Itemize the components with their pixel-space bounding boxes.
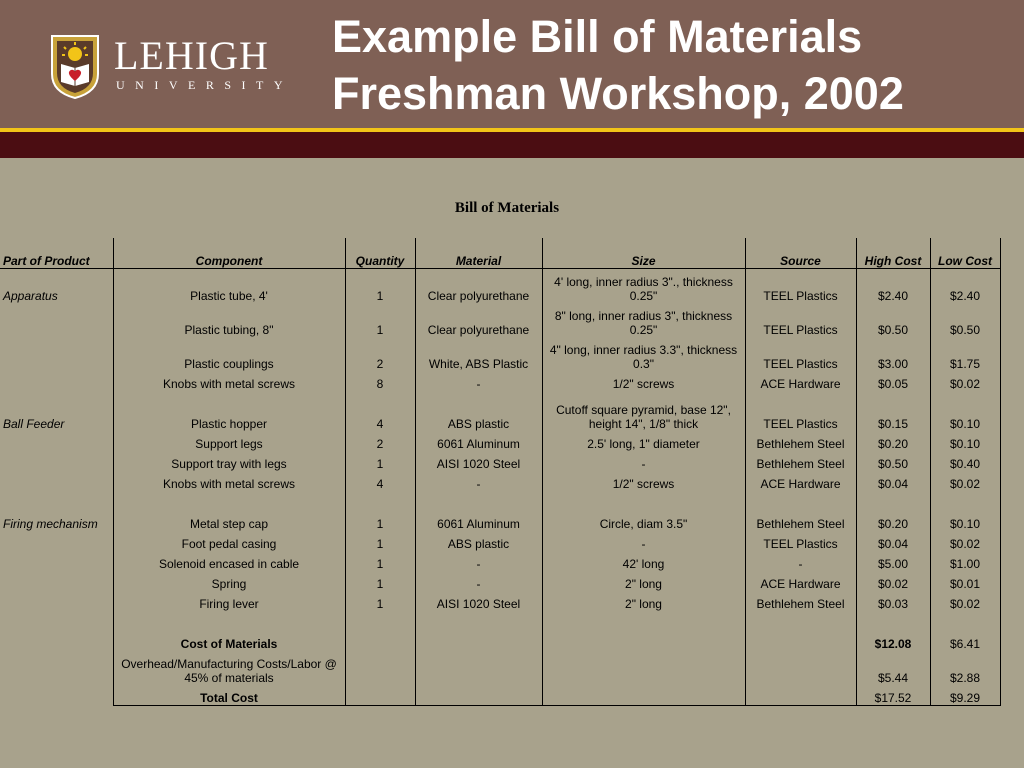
table-cell: ACE Hardware [745,371,856,391]
table-cell: $2.40 [856,269,930,304]
table-row [0,371,1000,391]
table-cell [745,631,856,651]
table-cell: 1 [345,531,415,551]
table-row [0,431,1000,451]
table-cell: 42' long [542,551,745,571]
table-cell: $0.02 [930,471,1000,491]
table-cell: $0.02 [930,591,1000,611]
table-cell [0,651,113,685]
table-cell [0,371,113,391]
table-cell [345,491,415,511]
table-cell: Overhead/Manufacturing Costs/Labor @ 45% of materials [113,651,345,685]
lehigh-shield-icon [50,34,100,100]
slide-title [332,8,1012,122]
table-cell [542,651,745,685]
table-cell [0,491,113,511]
table-cell: Clear polyurethane [415,303,542,337]
column-header: High Cost [856,238,930,269]
table-cell [745,651,856,685]
table-cell [0,303,113,337]
table-cell: $0.40 [930,451,1000,471]
table-header-row [0,238,1000,269]
table-cell [0,685,113,706]
table-cell: 1 [345,511,415,531]
table-cell: $2.40 [930,269,1000,304]
table-cell [930,611,1000,631]
table-cell: Firing lever [113,591,345,611]
table-cell: Bethlehem Steel [745,591,856,611]
table-cell [930,491,1000,511]
table-cell: 1 [345,451,415,471]
table-cell: AISI 1020 Steel [415,591,542,611]
table-cell: $0.03 [856,591,930,611]
table-cell: $0.50 [856,451,930,471]
table-cell [0,571,113,591]
table-cell [415,491,542,511]
table-cell: 1 [345,303,415,337]
table-cell [0,337,113,371]
table-cell [542,631,745,651]
table-cell: $5.00 [856,551,930,571]
table-cell: 2" long [542,571,745,591]
table-cell: $0.10 [930,431,1000,451]
table-cell: Plastic tubing, 8" [113,303,345,337]
table-cell: Knobs with metal screws [113,371,345,391]
table-row [0,337,1000,371]
table-cell: 6061 Aluminum [415,511,542,531]
column-header: Component [113,238,345,269]
table-cell: Apparatus [3,289,58,303]
table-cell: $0.20 [856,511,930,531]
table-cell: Bethlehem Steel [745,451,856,471]
table-cell [415,631,542,651]
table-cell: 4 [345,471,415,491]
table-cell: Plastic hopper [113,391,345,431]
table-cell: ACE Hardware [745,471,856,491]
table-cell: - [542,451,745,471]
table-cell: Total Cost [113,685,345,706]
table-cell: $12.08 [856,631,930,651]
table-cell: $0.10 [930,511,1000,531]
table-cell: $5.44 [856,651,930,685]
table-cell [0,431,113,451]
column-header: Source [745,238,856,269]
table-cell: 1 [345,551,415,571]
table-row [0,471,1000,491]
table-cell: $0.10 [930,391,1000,431]
table-cell: TEEL Plastics [745,269,856,304]
column-header: Size [542,238,745,269]
table-cell [0,451,113,471]
table-cell: Support tray with legs [113,451,345,471]
column-header: Material [415,238,542,269]
table-row [0,651,1000,685]
table-cell: $0.04 [856,531,930,551]
table-cell: Bethlehem Steel [745,511,856,531]
table-cell: TEEL Plastics [745,531,856,551]
table-cell: $0.50 [930,303,1000,337]
table-cell: ABS plastic [415,391,542,431]
table-cell: Cost of Materials [113,631,345,651]
column-header: Quantity [345,238,415,269]
table-cell: - [415,551,542,571]
table-cell: Spring [113,571,345,591]
logo-subtitle: UNIVERSITY [116,78,293,92]
table-cell: - [415,471,542,491]
table-row [0,685,1000,706]
table-cell: Circle, diam 3.5" [542,511,745,531]
table-row [0,451,1000,471]
column-header: Part of Product [0,238,113,269]
table-cell: White, ABS Plastic [415,337,542,371]
table-cell: 1 [345,591,415,611]
table-cell: Bethlehem Steel [745,431,856,451]
table-cell [0,471,113,491]
table-cell [856,491,930,511]
table-cell: 1/2" screws [542,371,745,391]
column-header: Low Cost [930,238,1000,269]
table-cell: Plastic couplings [113,337,345,371]
table-cell: $3.00 [856,337,930,371]
table-cell: $6.41 [930,631,1000,651]
table-cell: 1 [345,571,415,591]
table-cell: 2 [345,337,415,371]
table-cell: 4' long, inner radius 3"., thickness 0.25" [542,269,745,304]
table-cell: $0.05 [856,371,930,391]
table-cell [0,531,113,551]
table-cell: $0.02 [930,531,1000,551]
table-cell: $0.01 [930,571,1000,591]
table-cell: Foot pedal casing [113,531,345,551]
table-cell [542,491,745,511]
table-row [0,491,1000,511]
table-cell: Support legs [113,431,345,451]
table-cell: TEEL Plastics [745,303,856,337]
table-cell: Ball Feeder [3,417,65,431]
table-cell: $0.15 [856,391,930,431]
table-cell: TEEL Plastics [745,391,856,431]
table-cell [0,551,113,571]
table-cell [415,651,542,685]
table-cell [856,611,930,631]
table-cell [113,491,345,511]
table-cell: Knobs with metal screws [113,471,345,491]
table-cell [745,685,856,706]
table-cell: $1.00 [930,551,1000,571]
table-cell: ABS plastic [415,531,542,551]
table-row [0,551,1000,571]
table-cell: - [542,531,745,551]
table-cell: Clear polyurethane [415,269,542,304]
table-cell: $0.04 [856,471,930,491]
table-cell [0,631,113,651]
table-cell: $1.75 [930,337,1000,371]
table-row [0,511,1000,531]
table-cell: $0.50 [856,303,930,337]
table-row [0,531,1000,551]
table-cell: Cutoff square pyramid, base 12", height 14", 1/8" thick [542,391,745,431]
table-cell [542,685,745,706]
table-row [0,303,1000,337]
table-cell [113,611,345,631]
title-line-1: Example Bill of Materials [332,11,863,62]
table-cell: $17.52 [856,685,930,706]
table-cell [345,611,415,631]
table-cell: TEEL Plastics [745,337,856,371]
table-cell: $0.20 [856,431,930,451]
lehigh-logo [50,33,293,102]
table-cell [345,685,415,706]
table-cell: AISI 1020 Steel [415,451,542,471]
table-row [0,591,1000,611]
table-cell: 4" long, inner radius 3.3", thickness 0.3" [542,337,745,371]
table-cell: 8 [345,371,415,391]
table-cell [542,611,745,631]
logo-wordmark: LEHIGH [114,33,269,78]
table-row [0,611,1000,631]
maroon-band [0,132,1024,158]
table-cell: Plastic tube, 4' [113,269,345,304]
table-cell: 1/2" screws [542,471,745,491]
table-cell: - [415,371,542,391]
table-cell: $0.02 [856,571,930,591]
table-cell: - [415,571,542,591]
table-cell: $2.88 [930,651,1000,685]
table-row [0,571,1000,591]
table-cell: 2" long [542,591,745,611]
table-cell [415,611,542,631]
table-cell [745,491,856,511]
table-row [0,631,1000,651]
table-cell [415,685,542,706]
table-cell [0,591,113,611]
table-cell: 6061 Aluminum [415,431,542,451]
table-cell: 1 [345,269,415,304]
table-cell: ACE Hardware [745,571,856,591]
table-row [0,391,1000,431]
title-line-2: Freshman Workshop, 2002 [332,68,904,119]
table-cell: $0.02 [930,371,1000,391]
table-caption: Bill of Materials [454,200,560,216]
table-cell [345,651,415,685]
table-cell: Solenoid encased in cable [113,551,345,571]
table-cell: 4 [345,391,415,431]
table-cell: $9.29 [930,685,1000,706]
table-cell [0,611,113,631]
bill-of-materials-table [0,238,1001,706]
table-cell: Firing mechanism [3,517,98,531]
table-cell: 2.5' long, 1" diameter [542,431,745,451]
table-cell: 8" long, inner radius 3", thickness 0.25" [542,303,745,337]
table-row [0,269,1000,304]
table-cell: 2 [345,431,415,451]
table-cell [745,611,856,631]
table-cell [345,631,415,651]
table-cell: - [745,551,856,571]
table-cell: Metal step cap [113,511,345,531]
